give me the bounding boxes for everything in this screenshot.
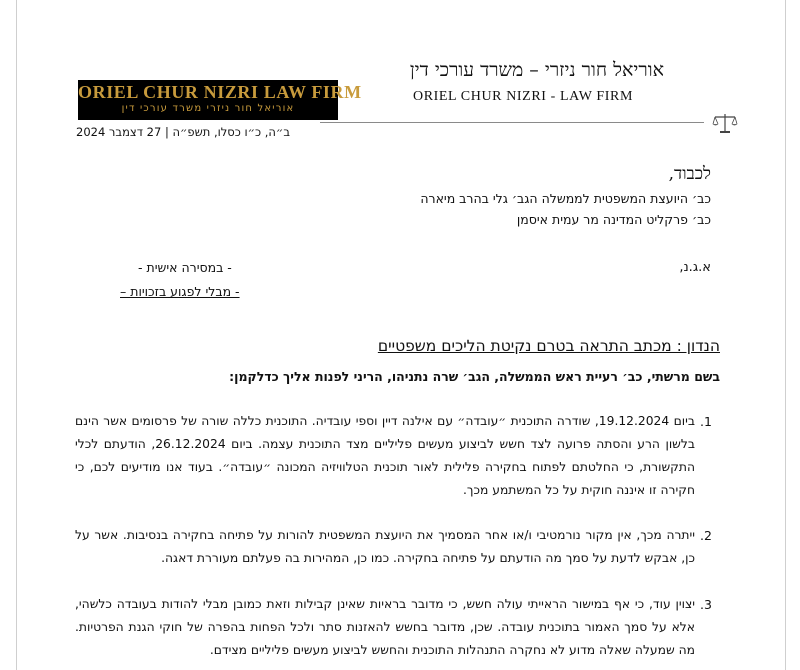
delivery-note-without-prejudice: - מבלי לפגוע בזכויות – [120,284,240,299]
logo-hebrew-text: אוריאל חור ניזרי משרד עורכי דין [121,103,295,114]
greeting-agn: א.ג.נ, [679,260,711,275]
delivery-note-personal: - במסירה אישית - [138,260,232,275]
paragraph-text: ייתרה מכך, אין מקור נורמטיבי ו/או אחר המסמיך את היועצת המשפטית להורות על פתיחה בחקירה בנסיבות. אשר על כן, אבקש לדעת על סמך מה הודעתם על פתיחה בחקירה. כמו כן, המהירות בה פעלתם מעוררת דאגה. [75,528,695,565]
salutation: לכבוד, [668,164,711,184]
intro-sentence: בשם מרשתי, כב׳ רעיית ראש הממשלה, הגב׳ שרה נתניהו, הריני לפנות אליך כדלקמן: [229,369,720,384]
letter-date: ב״ה, כ״ו כסלו, תשפ״ה | 27 דצמבר 2024 [76,125,290,139]
law-firm-logo [78,80,362,120]
scales-of-justice-icon [712,112,738,134]
paragraph-number: .3 [700,597,712,612]
letterhead-english-title: ORIEL CHUR NIZRI - LAW FIRM [413,89,634,104]
logo-english-text: ORIEL CHUR NIZRI LAW FIRM [78,82,362,102]
subject-line: הנדון : מכתב התראה בטרם נקיטת הליכים משפטיים [377,337,720,355]
recipient-line: כב׳ פרקליט המדינה מר עמית איסמן [516,212,711,227]
paragraph-text: ביום 19.12.2024, שודרה התוכנית ״עובדה״ עם אילנה דיין וספי עובדיה. התוכנית כללה שורה של פרסומים אשר הינם בלשון הרע והסתה פרועה לצד חשש לביצוע מעשים פליליים מצד התוכנית עצמה. ביום 26.12.2024, הודעתם לכלי התקשורת, כי החלטתם לפתוח בחקירה פלילית לאור תוכנית הטלוויזיה המכונה ״עובדה״. בעוד אנו מודיעים לכם, כי חקירה זו איננה חוקית על כל המשתמע מכך. [75,414,695,497]
letterhead-hebrew-title: אוריאל חור ניזרי – משרד עורכי דין [409,59,664,81]
paragraph-text: יצוין עוד, כי אף במישור הראייתי עולה חשש, כי מדובר בראיות שאינן קבילות וזאת כמובן מבלי להודות בעובדה כלשהי, אלא על סמך האמור בתוכנית עובדה. שכן, מדובר בחשש להאזנות סתר ולכל הפחות בהפרה של חוקי הגנת הפרטיות. מה שמעלה שאלה מדוע לא נחקרה התנהלות התוכנית והחשש לביצוע מעשים פליליים מצידם. [75,597,695,657]
paragraph-number: .1 [700,414,712,429]
letterhead-divider [320,122,704,123]
paragraph-number: .2 [700,528,712,543]
recipient-line: כב׳ היועצת המשפטית לממשלה הגב׳ גלי בהרב מיארה [420,191,711,206]
